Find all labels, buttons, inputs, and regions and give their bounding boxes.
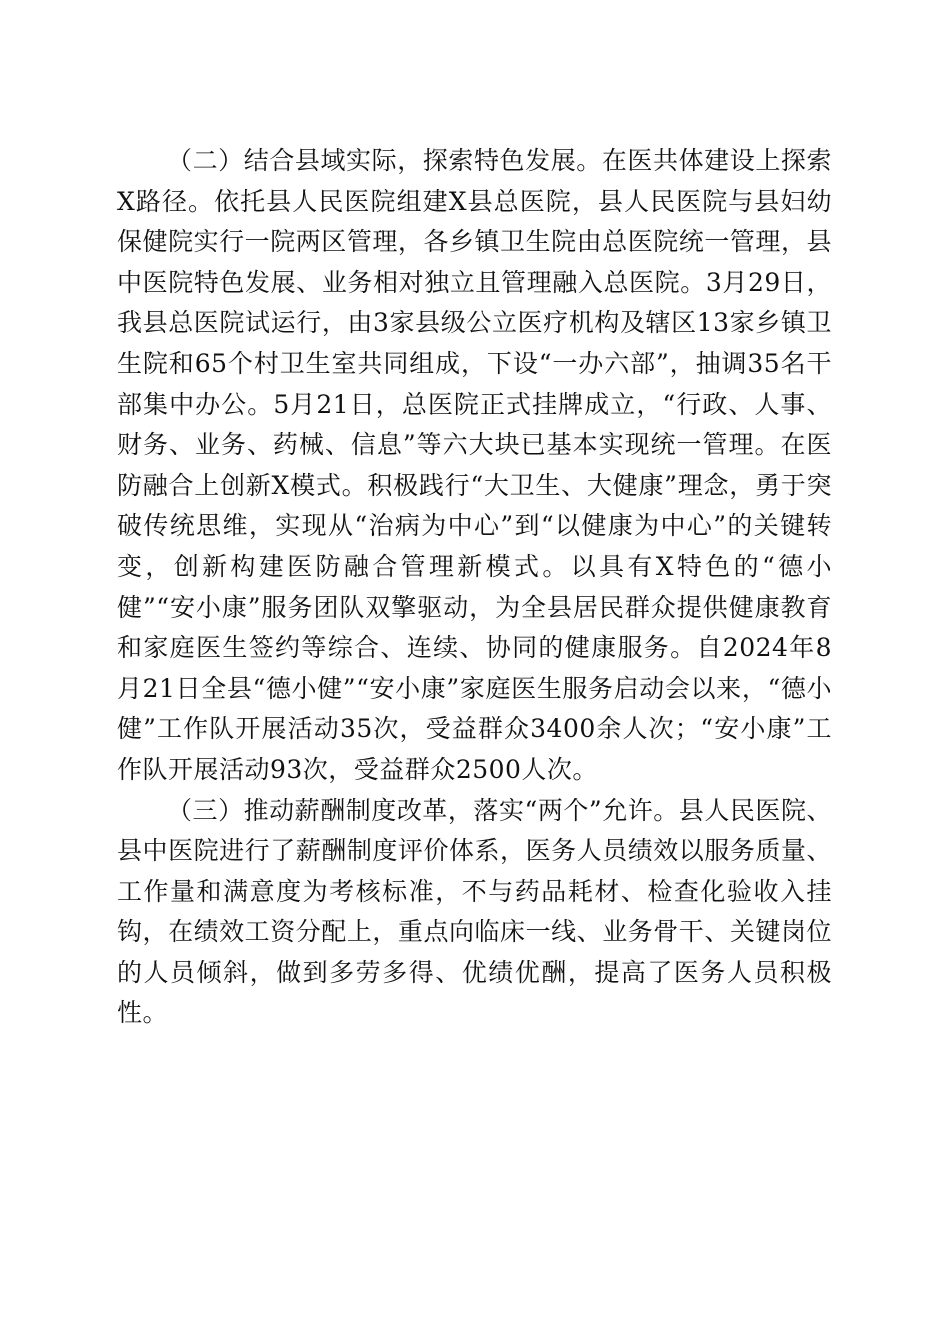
- paragraph-salary-reform: （三）推动薪酬制度改革，落实“两个”允许。县人民医院、县中医院进行了薪酬制度评价体系，医务人员绩效以服务质量、工作量和满意度为考核标准，不与药品耗材、检查化验收入挂钩，在绩效工资分配上，重点向临床一线、业务骨干、关键岗位的人员倾斜，做到多劳多得、优绩优酬，提高了医务人员积极性。: [117, 795, 832, 1028]
- document-body: [117, 141, 832, 1034]
- paragraph-medical-community: （二）结合县域实际，探索特色发展。在医共体建设上探索X路径。依托县人民医院组建X县总医院，县人民医院与县妇幼保健院实行一院两区管理，各乡镇卫生院由总医院统一管理，县中医院特色发展、业务相对独立且管理融入总医院。3月29日，我县总医院试运行，由3家县级公立医疗机构及辖区13家乡镇卫生院和65个村卫生室共同组成，下设“一办六部”，抽调35名干部集中办公。5月21日，总医院正式挂牌成立，“行政、人事、财务、业务、药械、信息”等六大块已基本实现统一管理。在医防融合上创新X模式。积极践行“大卫生、大健康”理念，勇于突破传统思维，实现从“治病为中心”到“以健康为中心”的关键转变，创新构建医防融合管理新模式。以具有X特色的“德小健”“安小康”服务团队双擎驱动，为全县居民群众提供健康教育和家庭医生签约等综合、连续、协同的健康服务。自2024年8月21日全县“德小健”“安小康”家庭医生服务启动会以来，“德小健”工作队开展活动35次，受益群众3400余人次；“安小康”工作队开展活动93次，受益群众2500人次。: [117, 146, 832, 784]
